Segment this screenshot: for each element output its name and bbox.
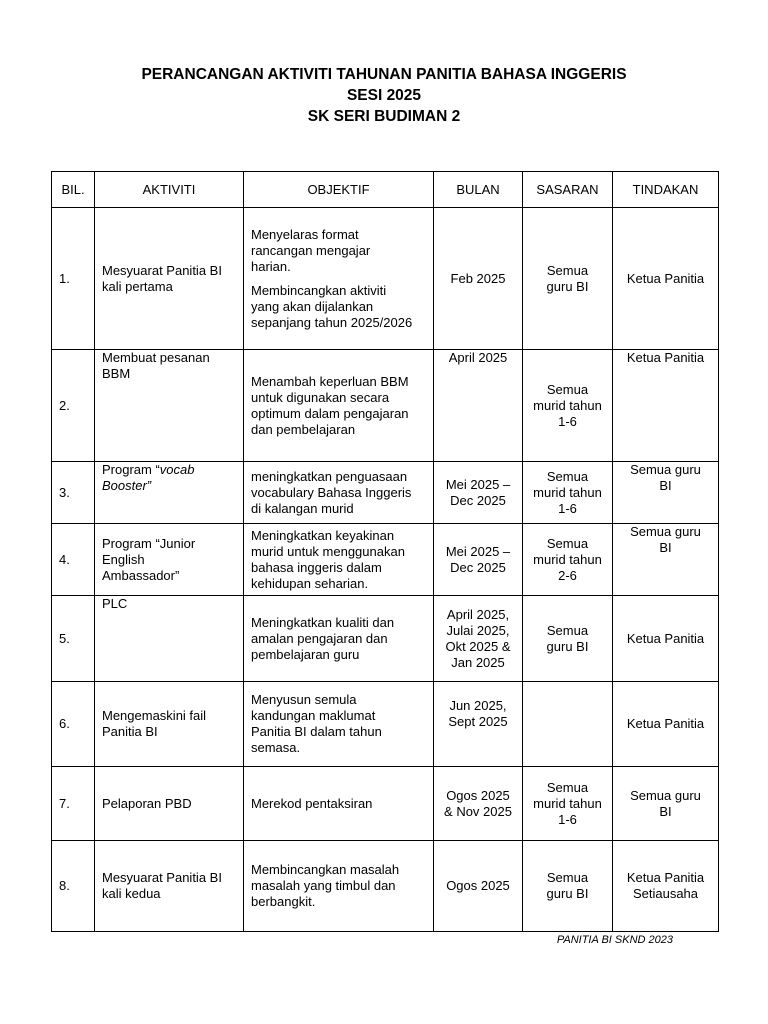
cell-bil: 8.	[52, 841, 95, 932]
cell-aktiviti: Mengemaskini fail Panitia BI	[95, 682, 244, 767]
cell-bulan: Ogos 2025	[434, 841, 523, 932]
cell-tindakan: Semua guru BI	[613, 767, 719, 841]
cell-tindakan: Ketua Panitia	[613, 350, 719, 462]
cell-bulan: Ogos 2025 & Nov 2025	[434, 767, 523, 841]
cell-bil: 7.	[52, 767, 95, 841]
cell-tindakan: Semua guru BI	[613, 524, 719, 596]
cell-bulan: Jun 2025, Sept 2025	[434, 682, 523, 767]
activity-plan-table	[51, 171, 719, 932]
cell-objektif	[244, 767, 434, 841]
header-tindakan: TINDAKAN	[613, 172, 719, 208]
cell-bil: 2.	[52, 350, 95, 462]
cell-aktiviti: Program “Junior English Ambassador”	[95, 524, 244, 596]
cell-aktiviti: Membuat pesanan BBM	[95, 350, 244, 462]
title-line-1: PERANCANGAN AKTIVITI TAHUNAN PANITIA BAHASA INGGERIS	[141, 66, 627, 83]
table-row	[52, 462, 719, 524]
cell-aktiviti: PLC	[95, 596, 244, 682]
cell-sasaran: Semua murid tahun 1-6	[523, 462, 613, 524]
aktiviti-italic: vocab Booster”	[102, 462, 195, 493]
cell-objektif	[244, 208, 434, 350]
header-bil: BIL.	[52, 172, 95, 208]
document-title	[0, 64, 768, 127]
table-row	[52, 682, 719, 767]
cell-objektif	[244, 841, 434, 932]
objektif-paragraph: Meningkatkan kualiti dan amalan pengajaran dan pembelajaran guru	[251, 614, 395, 662]
cell-sasaran: Semua murid tahun 1-6	[523, 350, 613, 462]
cell-sasaran	[523, 682, 613, 767]
cell-objektif	[244, 524, 434, 596]
cell-aktiviti	[95, 462, 244, 524]
objektif-paragraph: meningkatkan penguasaan vocabulary Bahasa Inggeris di kalangan murid	[251, 468, 412, 516]
table-header-row	[52, 172, 719, 208]
objektif-paragraph: Merekod pentaksiran	[251, 795, 373, 811]
table-row	[52, 767, 719, 841]
cell-objektif	[244, 462, 434, 524]
header-aktiviti: AKTIVITI	[95, 172, 244, 208]
aktiviti-prefix: Program “	[102, 462, 160, 477]
table-row	[52, 841, 719, 932]
cell-bil: 3.	[52, 462, 95, 524]
cell-tindakan: Ketua Panitia	[613, 682, 719, 767]
table-row	[52, 208, 719, 350]
cell-objektif	[244, 596, 434, 682]
cell-bil: 4.	[52, 524, 95, 596]
title-line-2: SESI 2025	[346, 87, 422, 104]
footer-note: PANITIA BI SKND 2023	[556, 934, 673, 946]
cell-bil: 1.	[52, 208, 95, 350]
cell-objektif	[244, 682, 434, 767]
cell-sasaran: Semua guru BI	[523, 208, 613, 350]
objektif-paragraph: Membincangkan aktiviti yang akan dijalankan sepanjang tahun 2025/2026	[251, 282, 413, 330]
objektif-paragraph: Menyelaras format rancangan mengajar harian.	[251, 226, 371, 274]
cell-aktiviti: Mesyuarat Panitia BI kali kedua	[95, 841, 244, 932]
cell-objektif	[244, 350, 434, 462]
cell-bulan: April 2025	[434, 350, 523, 462]
cell-bulan: Mei 2025 – Dec 2025	[434, 462, 523, 524]
cell-tindakan: Ketua Panitia	[613, 208, 719, 350]
title-line-3: SK SERI BUDIMAN 2	[307, 108, 461, 125]
cell-bulan: April 2025, Julai 2025, Okt 2025 & Jan 2025	[434, 596, 523, 682]
cell-bulan: Mei 2025 – Dec 2025	[434, 524, 523, 596]
cell-aktiviti: Mesyuarat Panitia BI kali pertama	[95, 208, 244, 350]
objektif-paragraph: Menambah keperluan BBM untuk digunakan secara optimum dalam pengajaran dan pembelajaran	[251, 373, 409, 437]
cell-sasaran: Semua guru BI	[523, 841, 613, 932]
objektif-paragraph: Menyusun semula kandungan maklumat Panitia BI dalam tahun semasa.	[251, 692, 382, 755]
header-sasaran: SASARAN	[523, 172, 613, 208]
cell-tindakan: Semua guru BI	[613, 462, 719, 524]
cell-bil: 6.	[52, 682, 95, 767]
cell-sasaran: Semua murid tahun 1-6	[523, 767, 613, 841]
table-row	[52, 524, 719, 596]
cell-tindakan: Ketua Panitia Setiausaha	[613, 841, 719, 932]
objektif-paragraph: Membincangkan masalah masalah yang timbul dan berbangkit.	[251, 862, 400, 909]
cell-sasaran: Semua murid tahun 2-6	[523, 524, 613, 596]
cell-sasaran: Semua guru BI	[523, 596, 613, 682]
table-row	[52, 350, 719, 462]
objektif-paragraph: Meningkatkan keyakinan murid untuk menggunakan bahasa inggeris dalam kehidupan seharian.	[251, 527, 405, 591]
header-bulan: BULAN	[434, 172, 523, 208]
cell-tindakan: Ketua Panitia	[613, 596, 719, 682]
table-row	[52, 596, 719, 682]
cell-bil: 5.	[52, 596, 95, 682]
header-objektif: OBJEKTIF	[244, 172, 434, 208]
cell-bulan: Feb 2025	[434, 208, 523, 350]
cell-aktiviti: Pelaporan PBD	[95, 767, 244, 841]
